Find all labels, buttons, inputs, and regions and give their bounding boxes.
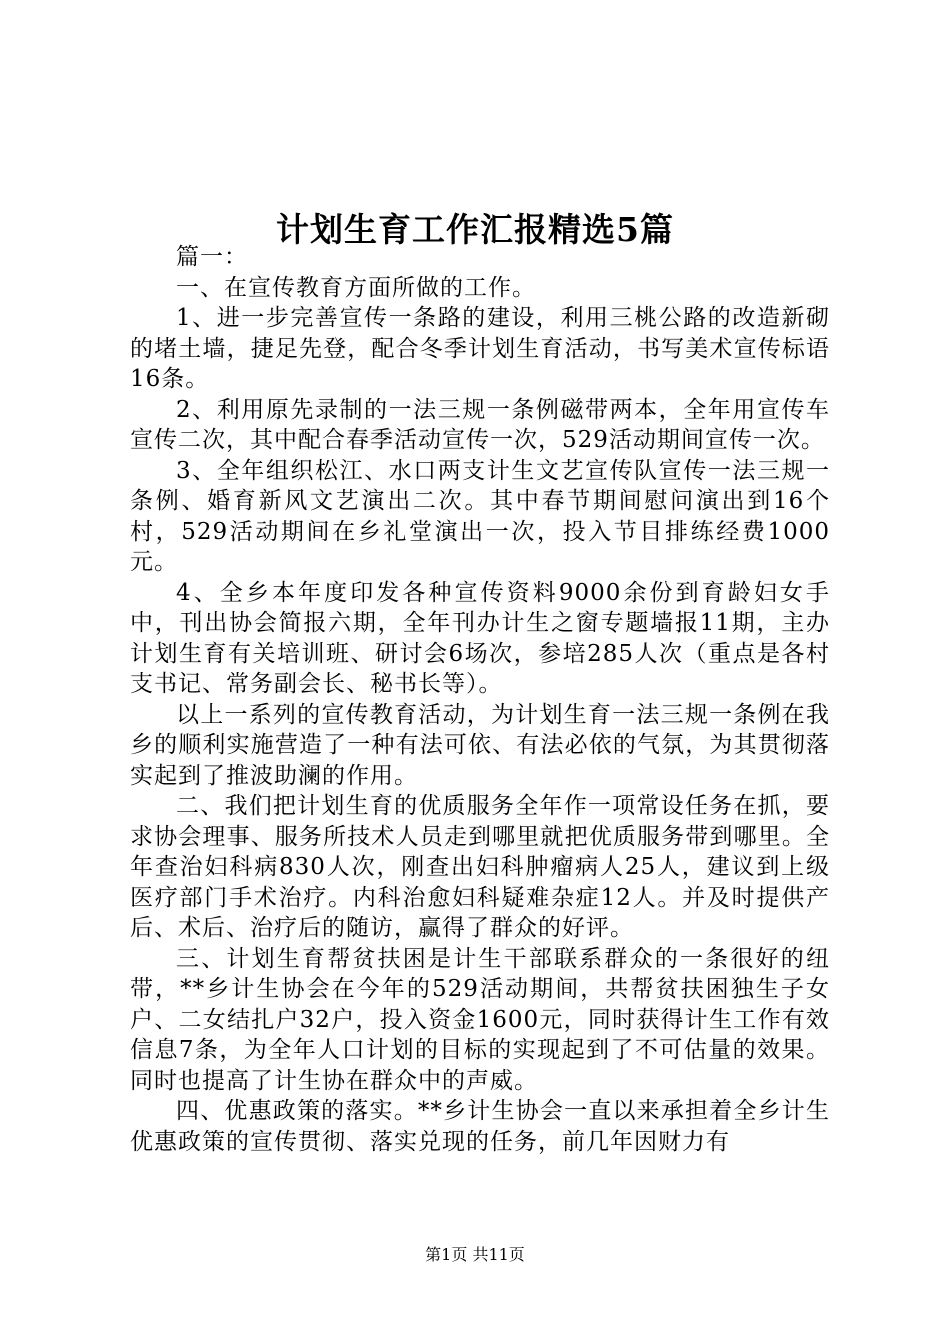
paragraph: 二、我们把计划生育的优质服务全年作一项常设任务在抓，要求协会理事、服务所技术人员走到哪里就把优质服务带到哪里。全年查治妇科病830人次，刚查出妇科肿瘤病人25人，建议到上级医疗部门手术治疗。内科治愈妇科疑难杂症12人。并及时提供产后、术后、治疗后的随访，赢得了群众的好评。: [130, 793, 830, 941]
paragraph: 一、在宣传教育方面所做的工作。: [176, 274, 536, 301]
paragraph: 四、优惠政策的落实。**乡计生协会一直以来承担着全乡计生优惠政策的宣传贯彻、落实兑现的任务，前几年因财力有: [130, 1098, 830, 1155]
paragraph: 篇一：: [176, 244, 248, 270]
page-number-footer: 第1页 共11页: [425, 1245, 525, 1264]
paragraph: 4、全乡本年度印发各种宣传资料9000余份到育龄妇女手中，刊出协会简报六期，全年刊办计生之窗专题墙报11期，主办计划生育有关培训班、研讨会6场次，参培285人次（重点是各村支书记、常务副会长、秘书长等）。: [130, 579, 830, 697]
paragraph: 3、全年组织松江、水口两支计生文艺宣传队宣传一法三规一条例、婚育新风文艺演出二次。其中春节期间慰问演出到16个村，529活动期间在乡礼堂演出一次，投入节目排练经费1000元。: [130, 457, 830, 575]
paragraph: 1、进一步完善宣传一条路的建设，利用三桃公路的改造新砌的堵土墙，捷足先登，配合冬季计划生育活动，书写美术宣传标语16条。: [130, 305, 830, 392]
page-title: 计划生育工作汇报精选5篇: [276, 210, 674, 250]
paragraph: 以上一系列的宣传教育活动，为计划生育一法三规一条例在我乡的顺利实施营造了一种有法可依、有法必依的气氛，为其贯彻落实起到了推波助澜的作用。: [130, 701, 830, 789]
body-text: [130, 242, 830, 1157]
paragraph: 2、利用原先录制的一法三规一条例磁带两本，全年用宣传车宣传二次，其中配合春季活动宣传一次，529活动期间宣传一次。: [130, 396, 830, 453]
paragraph: 三、计划生育帮贫扶困是计生干部联系群众的一条很好的纽带，**乡计生协会在今年的529活动期间，共帮贫扶困独生子女户、二女结扎户32户，投入资金1600元，同时获得计生工作有效信息7条，为全年人口计划的目标的实现起到了不可估量的效果。同时也提高了计生协在群众中的声威。: [130, 945, 830, 1094]
